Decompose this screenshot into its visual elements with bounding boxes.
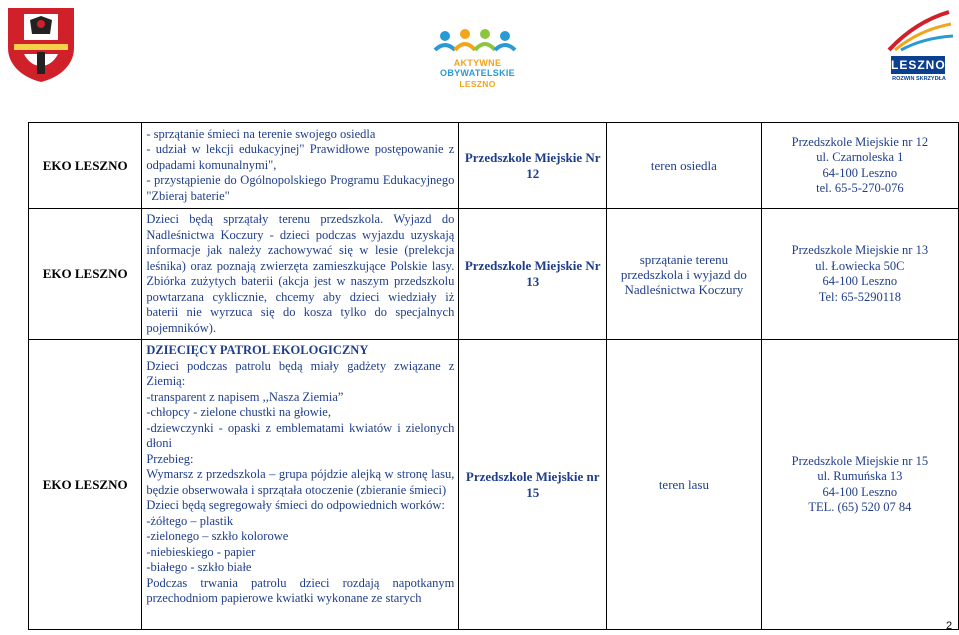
contact-cell: Przedszkole Miejskie nr 13 ul. Łowiecka 50C 64-100 Leszno Tel: 65-5290118 — [761, 209, 958, 340]
page-number: 2 — [946, 620, 953, 632]
contact-cell: Przedszkole Miejskie nr 15 ul. Rumuńska 13 64-100 Leszno TEL. (65) 520 07 84 — [761, 340, 958, 630]
logo-text-aktywne: AKTYWNE — [453, 58, 502, 68]
contact-cell: Przedszkole Miejskie nr 12 ul. Czarnoleska 1 64-100 Leszno tel. 65-5-270-076 — [761, 123, 958, 209]
wings-icon — [885, 4, 957, 56]
table-row — [29, 209, 959, 340]
city-crest-logo — [4, 4, 78, 84]
logo-text-leszno: LESZNO — [459, 79, 496, 89]
program-cell: EKO LESZNO — [29, 209, 142, 340]
place-cell: teren osiedla — [607, 123, 762, 209]
leszno-city-logo — [885, 4, 957, 82]
description-cell: DZIECIĘCY PATROL EKOLOGICZNY Dzieci podczas patrolu będą miały gadżety związane z Ziemią: -transparent z napisem ,,Nasza Ziemia” -chłopcy - zielone chustki na głowie, -dziewczynki - opaski z emblematami kwiatów i zielonych dłoni Przebieg: Wymarsz z przedszkola – grupa pójdzie alejką w stronę lasu, będzie obserwowała i sprzątała otoczenie (zbieranie śmieci) Dzieci będą segregowały śmieci do odpowiednich worków: -żółtego – plastik -zielonego – szkło kolorowe -niebieskiego - papier -białego - szkło białe Podczas trwania patrolu dzieci rozdają napotkanym przechodniom papierowe kwiatki wykonane ze starych — [142, 340, 459, 630]
page-header — [0, 0, 959, 110]
place-cell: sprzątanie terenu przedszkola i wyjazd do Nadleśnictwa Koczury — [607, 209, 762, 340]
table-row — [29, 123, 959, 209]
logo-text-obywatelskie: OBYWATELSKIE — [440, 68, 515, 78]
leszno-logo-tagline: ROZWIN SKRZYDŁA — [892, 76, 946, 82]
description-cell: Dzieci będą sprzątały terenu przedszkola. Wyjazd do Nadleśnictwa Koczury - dzieci podczas wyjazdu uzyskają informacje jak należy zachowywać się w lesie (prelekcja leśnika) oraz poznają zwierzęta zamieszkujące Polskie lasy. Zbiórka zużytych baterii (akcja jest w naszym przedszkolu powtarzana cyklicznie, chcemy aby dzieci wiedziały iż baterii nie wyrzuca się do kosza tylko do specjalnych pojemników). — [142, 209, 459, 340]
activity-title: DZIECIĘCY PATROL EKOLOGICZNY — [146, 343, 369, 357]
institution-cell: Przedszkole Miejskie Nr 12 — [459, 123, 607, 209]
institution-cell: Przedszkole Miejskie nr 15 — [459, 340, 607, 630]
people-icon — [425, 28, 530, 58]
program-cell: EKO LESZNO — [29, 123, 142, 209]
program-cell: EKO LESZNO — [29, 340, 142, 630]
place-cell: teren lasu — [607, 340, 762, 630]
aktywne-obywatelskie-logo — [425, 28, 530, 92]
events-table — [28, 122, 959, 630]
table-row — [29, 340, 959, 630]
institution-cell: Przedszkole Miejskie Nr 13 — [459, 209, 607, 340]
description-cell: - sprzątanie śmieci na terenie swojego osiedla - udział w lekcji edukacyjnej" Prawidłowe postępowanie z odpadami komunalnymi", - przystąpienie do Ogólnopolskiego Programu Edukacyjnego "Zbieraj baterie" — [142, 123, 459, 209]
leszno-logo-text: LESZNO — [891, 58, 946, 72]
